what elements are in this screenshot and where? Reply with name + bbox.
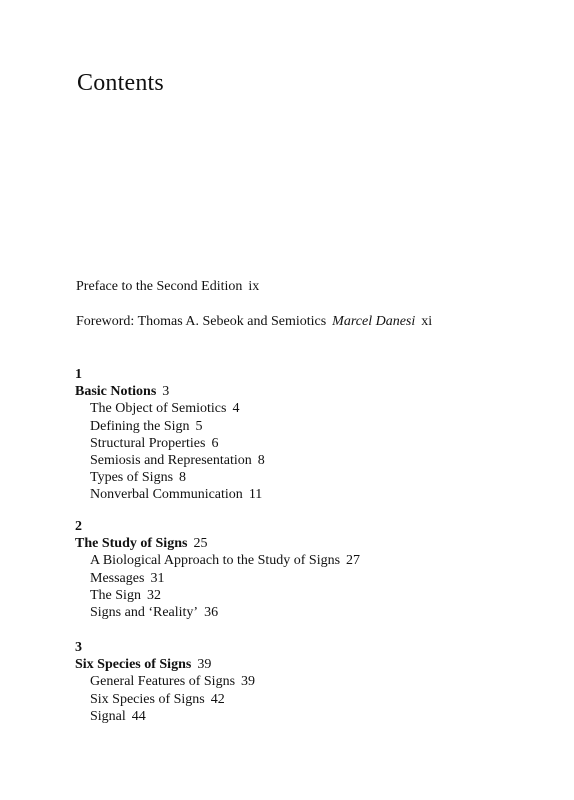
section-item[interactable] xyxy=(90,400,265,417)
section-page: 36 xyxy=(204,605,219,621)
section-label: Six Species of Signs xyxy=(90,691,205,707)
section-label: A Biological Approach to the Study of Signs xyxy=(90,553,341,569)
section-page: 8 xyxy=(179,470,187,486)
chapter-heading[interactable] xyxy=(75,383,265,400)
section-item[interactable] xyxy=(90,486,265,503)
chapter-heading[interactable] xyxy=(75,656,255,673)
section-label: Messages xyxy=(90,570,145,586)
section-page: 6 xyxy=(211,435,219,451)
section-list xyxy=(75,673,255,725)
section-page: 44 xyxy=(131,708,146,724)
section-item[interactable] xyxy=(90,691,255,708)
section-label: Structural Properties xyxy=(90,435,206,451)
section-item[interactable] xyxy=(90,587,360,604)
chapter-3 xyxy=(75,639,255,725)
section-item[interactable] xyxy=(90,452,265,469)
section-page: 42 xyxy=(210,691,225,707)
section-item[interactable] xyxy=(90,570,360,587)
section-label: Defining the Sign xyxy=(90,418,190,434)
chapter-number: 1 xyxy=(75,367,82,382)
section-page: 4 xyxy=(232,401,240,417)
entry-page: xi xyxy=(421,314,433,329)
section-list xyxy=(75,400,265,503)
section-page: 5 xyxy=(195,418,203,434)
section-label: Signal xyxy=(90,708,126,724)
chapter-1 xyxy=(75,366,265,504)
chapter-page: 3 xyxy=(162,384,170,400)
chapter-title: Basic Notions xyxy=(75,384,157,400)
entry-author: Marcel Danesi xyxy=(332,314,416,329)
section-page: 11 xyxy=(248,487,263,503)
section-label: General Features of Signs xyxy=(90,674,236,690)
section-item[interactable] xyxy=(90,673,255,690)
entry-label: Foreword: Thomas A. Sebeok and Semiotics xyxy=(76,314,327,329)
section-label: Types of Signs xyxy=(90,470,174,486)
section-label: The Object of Semiotics xyxy=(90,401,227,417)
section-label: The Sign xyxy=(90,587,141,603)
chapter-title: Six Species of Signs xyxy=(75,657,192,673)
chapter-page: 25 xyxy=(193,536,208,552)
chapter-title: The Study of Signs xyxy=(75,536,188,552)
section-page: 32 xyxy=(146,587,161,603)
section-page: 31 xyxy=(150,570,165,586)
section-item[interactable] xyxy=(90,708,255,725)
section-label: Nonverbal Communication xyxy=(90,487,243,503)
chapter-page: 39 xyxy=(197,657,212,673)
chapter-heading[interactable] xyxy=(75,535,360,552)
section-page: 27 xyxy=(346,553,361,569)
section-label: Signs and ‘Reality’ xyxy=(90,605,199,621)
chapter-number: 3 xyxy=(75,640,82,655)
toc-entry-preface[interactable] xyxy=(76,278,259,296)
section-item[interactable] xyxy=(90,604,360,621)
entry-page: ix xyxy=(248,279,260,294)
section-list xyxy=(75,552,360,621)
section-label: Semiosis and Representation xyxy=(90,453,252,469)
section-item[interactable] xyxy=(90,469,265,486)
entry-label: Preface to the Second Edition xyxy=(76,279,243,294)
chapter-2 xyxy=(75,518,360,621)
section-item[interactable] xyxy=(90,418,265,435)
section-page: 39 xyxy=(241,674,256,690)
section-item[interactable] xyxy=(90,552,360,569)
section-page: 8 xyxy=(257,453,265,469)
toc-entry-foreword[interactable] xyxy=(76,313,432,331)
chapter-number: 2 xyxy=(75,519,82,534)
section-item[interactable] xyxy=(90,435,265,452)
page-title: Contents xyxy=(77,70,164,96)
